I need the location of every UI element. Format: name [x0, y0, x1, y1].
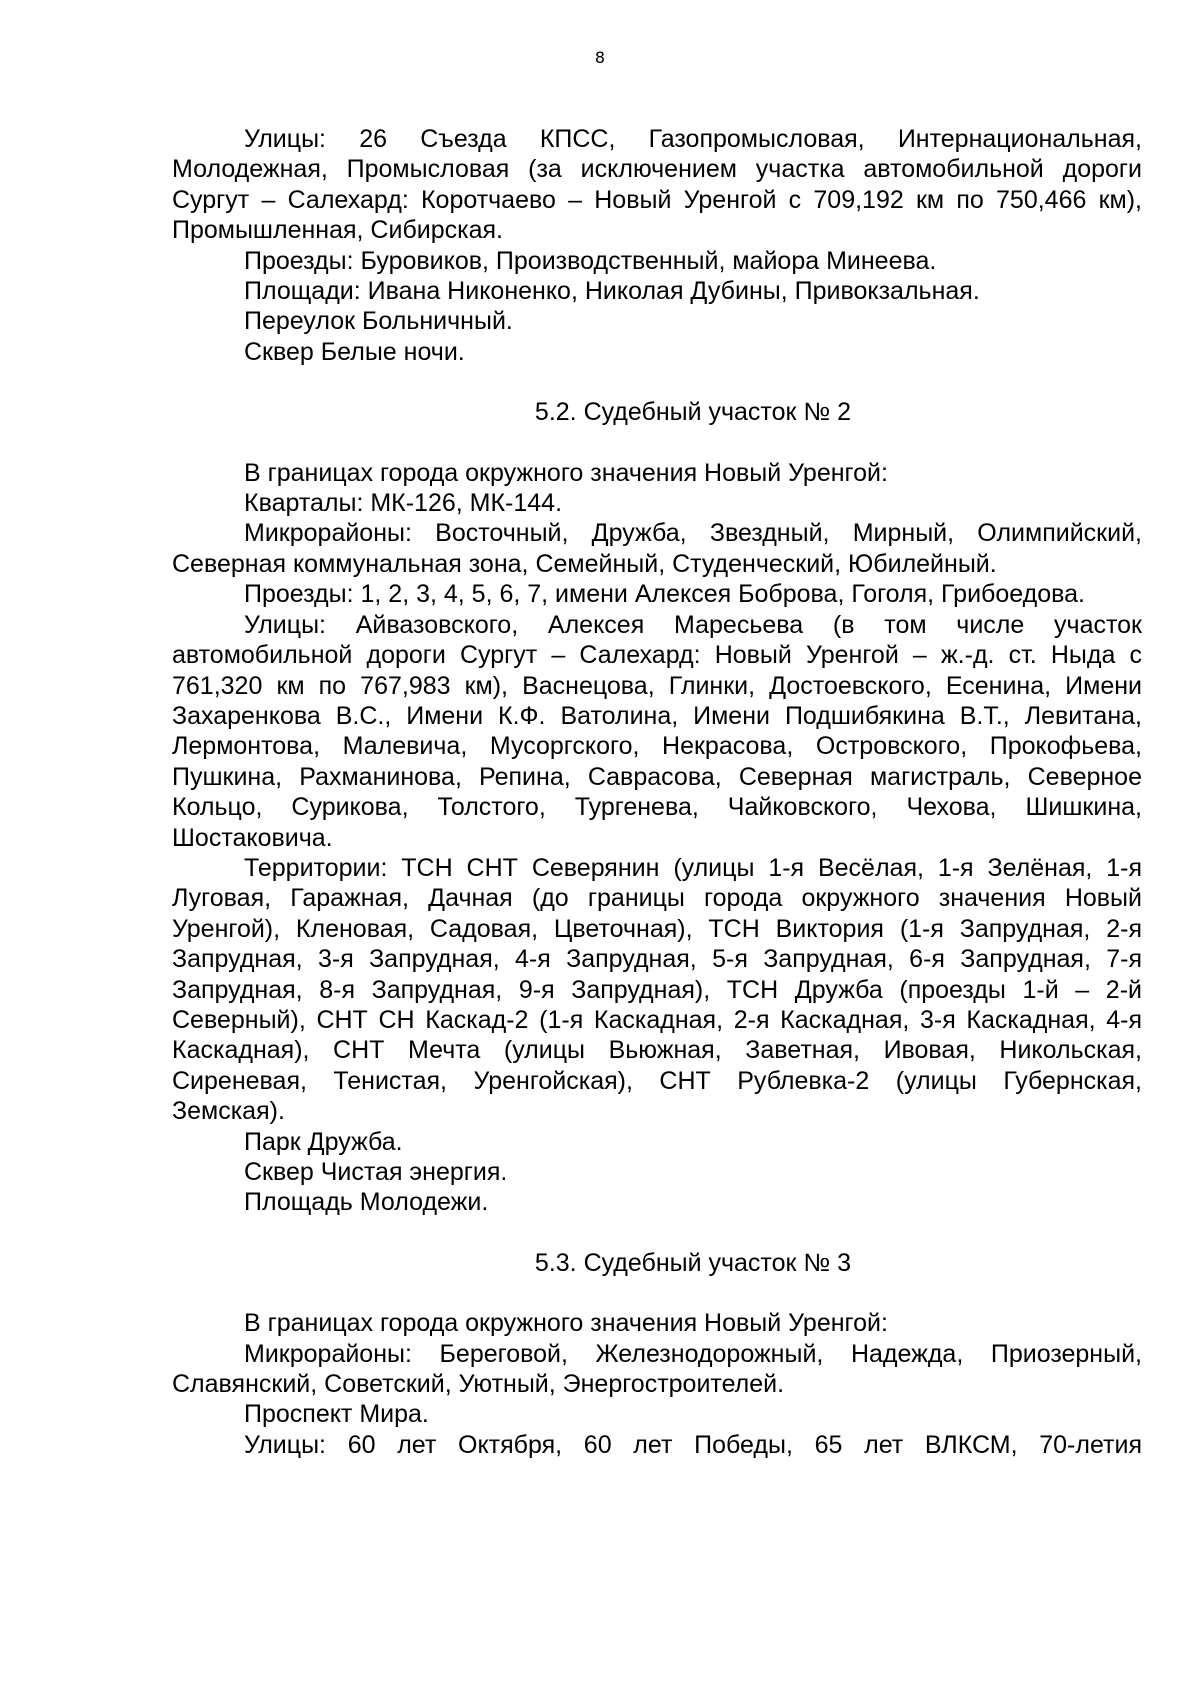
paragraph-lane: Переулок Больничный. [244, 307, 513, 336]
paragraph-passages: Проезды: Буровиков, Производственный, майора Минеева. [244, 246, 937, 275]
paragraph-boundaries: В границах города окружного значения Новый Уренгой: [244, 458, 888, 487]
paragraph-squares: Площади: Ивана Никоненко, Николая Дубины, Привокзальная. [244, 277, 980, 306]
paragraph-passages: Проезды: 1, 2, 3, 4, 5, 6, 7, имени Алексея Боброва, Гоголя, Грибоедова. [244, 580, 1085, 609]
paragraph-avenue: Проспект Мира. [244, 1400, 429, 1429]
section-1 [172, 124, 1142, 367]
paragraph-streets: Улицы: Айвазовского, Алексея Маресьева (в том числе участок автомобильной дороги Сургут – Салехард: Новый Уренгой – ж.-д. ст. Ныда с 761,320 км по 767,983 км), Васнецова, Глинки, Достоевского, Есенина, Имени Захаренкова В.С., Имени К.Ф. Ватолина, Имени Подшибякина В.Т., Левитана, Лермонтова, Малевича, Мусоргского, Некрасова, Островского, Прокофьева, Пушкина, Рахманинова, Репина, Саврасова, Северная магистраль, Северное Кольцо, Сурикова, Толстого, Тургенева, Чайковского, Чехова, Шишкина, Шостаковича. [172, 610, 1142, 852]
paragraph-territories: Территории: ТСН СНТ Северянин (улицы 1-я Весёлая, 1-я Зелёная, 1-я Луговая, Гаражная, Дачная (до границы города окружного значения Новый Уренгой), Кленовая, Садовая, Цветочная), ТСН Виктория (1-я Запрудная, 2-я Запрудная, 3-я Запрудная, 4-я Запрудная, 5-я Запрудная, 6-я Запрудная, 7-я Запрудная, 8-я Запрудная, 9-я Запрудная), ТСН Дружба (проезды 1-й – 2-й Северный), СНТ СН Каскад-2 (1-я Каскадная, 2-я Каскадная, 3-я Каскадная, 4-я Каскадная), СНТ Мечта (улицы Вьюжная, Заветная, Ивовая, Никольская, Сиреневая, Тенистая, Уренгойская), СНТ Рублевка-2 (улицы Губернская, Земская). [172, 853, 1142, 1126]
paragraph-microdistricts: Микрорайоны: Береговой, Железнодорожный, Надежда, Приозерный, Славянский, Советский, Уютный, Энергостроителей. [172, 1339, 1142, 1399]
paragraph-boundaries: В границах города окружного значения Новый Уренгой: [244, 1309, 888, 1338]
document-body [172, 124, 1142, 1460]
paragraph-square-garden: Сквер Чистая энергия. [244, 1158, 508, 1186]
section-heading-2: 5.2. Судебный участок № 2 [534, 398, 852, 427]
page-number: 8 [594, 48, 606, 67]
paragraph-streets: Улицы: 26 Съезда КПСС, Газопромысловая, Интернациональная, Молодежная, Промысловая (за исключением участка автомобильной дороги Сургут – Салехард: Коротчаево – Новый Уренгой с 709,192 км по 750,466 км), Промышленная, Сибирская. [172, 125, 1142, 245]
paragraph-park-square: Сквер Белые ночи. [244, 337, 465, 366]
paragraph-plaza: Площадь Молодежи. [244, 1188, 489, 1217]
paragraph-microdistricts: Микрорайоны: Восточный, Дружба, Звездный, Мирный, Олимпийский, Северная коммунальная зона, Семейный, Студенческий, Юбилейный. [172, 519, 1142, 578]
section-3 [172, 1248, 1142, 1460]
section-2 [172, 397, 1142, 1218]
paragraph-quarters: Кварталы: МК-126, МК-144. [244, 489, 563, 518]
paragraph-park: Парк Дружба. [244, 1127, 403, 1156]
paragraph-streets: Улицы: 60 лет Октября, 60 лет Победы, 65 лет ВЛКСМ, 70-летия [244, 1430, 1142, 1459]
section-heading-3: 5.3. Судебный участок № 3 [534, 1248, 852, 1277]
